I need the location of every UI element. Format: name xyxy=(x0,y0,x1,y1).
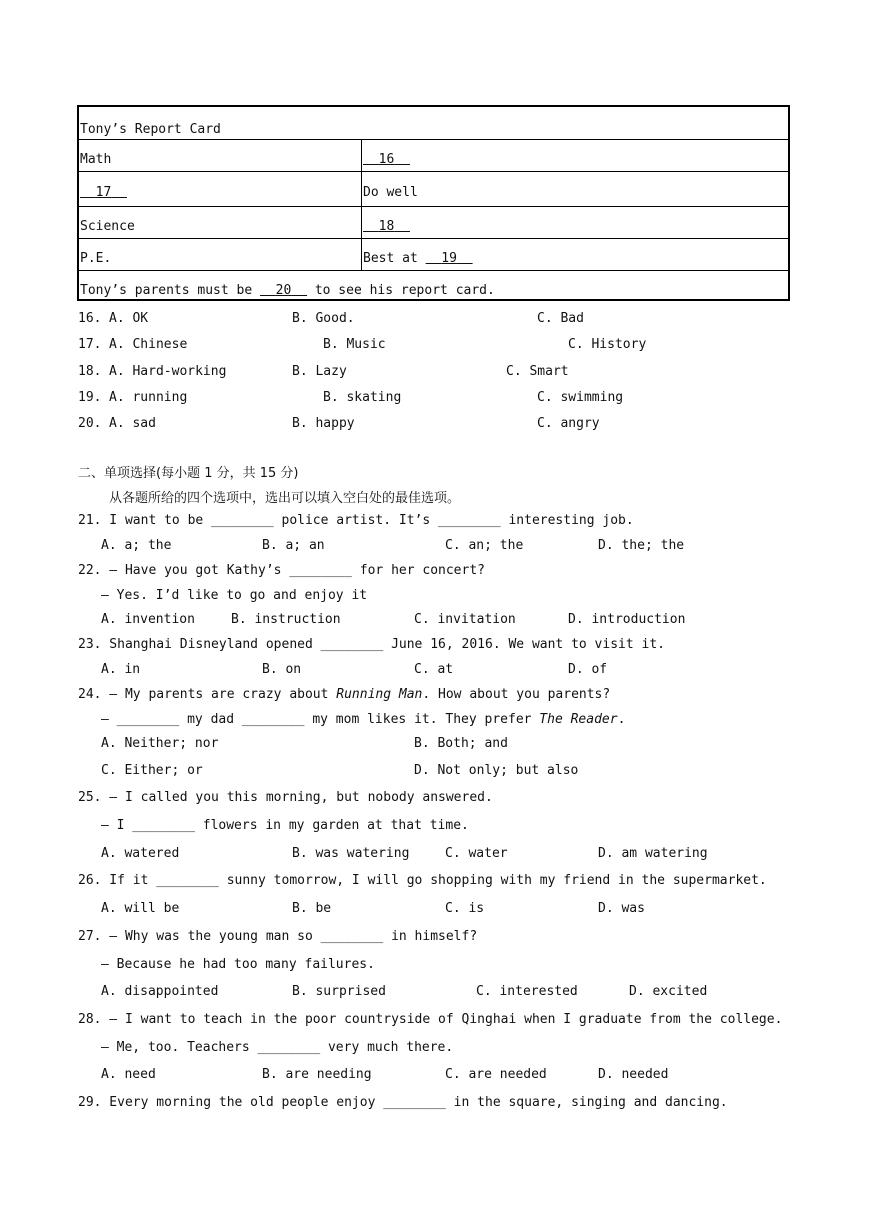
option-a: A. OK xyxy=(109,311,149,326)
report-row-math xyxy=(79,140,788,172)
question-reply: — Yes. I’d like to go and enjoy it xyxy=(101,588,368,603)
question-reply: — ________ my dad ________ my mom likes it. They prefer The Reader. xyxy=(101,712,626,727)
choice-c: C. are needed xyxy=(445,1067,547,1082)
option-num: 20. xyxy=(78,416,102,431)
question-stem: 23. Shanghai Disneyland opened ________ June 16, 2016. We want to visit it. xyxy=(78,637,665,652)
option-c: C. History xyxy=(568,337,647,352)
best-at-label: Best at xyxy=(363,251,418,266)
option-b: B. Good. xyxy=(292,311,355,326)
option-num: 17. xyxy=(78,337,102,352)
choice-d: D. am watering xyxy=(598,846,708,861)
option-b: B. happy xyxy=(292,416,355,431)
blank-20: 20 xyxy=(275,283,292,298)
choice-a: A. need xyxy=(101,1067,156,1082)
choice-d: D. introduction xyxy=(568,612,686,627)
choice-d: D. of xyxy=(568,662,608,677)
choice-c: C. water xyxy=(445,846,508,861)
option-a: A. Hard-working xyxy=(109,364,227,379)
choice-a: A. a; the xyxy=(101,538,172,553)
choice-b: B. instruction xyxy=(231,612,341,627)
report-row-science xyxy=(79,207,788,239)
choice-a: A. will be xyxy=(101,901,180,916)
choice-b: B. on xyxy=(262,662,302,677)
question-stem: 24. — My parents are crazy about Running Man. How about you parents? xyxy=(78,687,611,702)
option-a: A. sad xyxy=(109,416,156,431)
option-b: B. Music xyxy=(323,337,386,352)
choice-a: A. invention xyxy=(101,612,195,627)
report-row-pe xyxy=(79,239,788,271)
choice-a: A. Neither; nor xyxy=(101,736,219,751)
choice-a: A. in xyxy=(101,662,141,677)
choice-c: C. an; the xyxy=(445,538,524,553)
option-num: 16. xyxy=(78,311,102,326)
question-stem: 25. — I called you this morning, but nobody answered. xyxy=(78,790,493,805)
report-row-17 xyxy=(79,172,788,207)
choice-b: B. surprised xyxy=(292,984,386,999)
choice-c: C. is xyxy=(445,901,485,916)
question-stem: 21. I want to be ________ police artist. It’s ________ interesting job. xyxy=(78,513,634,528)
choice-d: D. needed xyxy=(598,1067,669,1082)
choice-b: B. be xyxy=(292,901,332,916)
question-stem: 28. — I want to teach in the poor countryside of Qinghai when I graduate from the college. xyxy=(78,1012,783,1027)
choice-b: B. was watering xyxy=(292,846,410,861)
report-card-table xyxy=(77,105,790,301)
choice-d: D. the; the xyxy=(598,538,685,553)
report-title-row xyxy=(79,107,788,140)
footer-suffix: to see his report card. xyxy=(314,283,495,298)
question-reply: — Me, too. Teachers ________ very much there. xyxy=(101,1040,454,1055)
subject-science: Science xyxy=(79,207,362,238)
show-title: The Reader xyxy=(539,712,618,727)
choice-a: A. disappointed xyxy=(101,984,219,999)
option-b: B. skating xyxy=(323,390,402,405)
section2-heading: 二、单项选择(每小题 1 分，共 15 分) xyxy=(78,466,299,481)
choice-a: A. watered xyxy=(101,846,180,861)
option-c: C. swimming xyxy=(537,390,624,405)
option-c: C. Smart xyxy=(506,364,569,379)
choice-d: D. Not only; but also xyxy=(414,763,579,778)
question-stem: 27. — Why was the young man so ________ in himself? xyxy=(78,929,478,944)
blank-18: 18 xyxy=(378,219,395,234)
comment-do-well: Do well xyxy=(363,185,418,200)
choice-b: B. are needing xyxy=(262,1067,372,1082)
choice-d: D. excited xyxy=(629,984,708,999)
footer-prefix: Tony’s parents must be xyxy=(80,283,253,298)
option-num: 19. xyxy=(78,390,102,405)
choice-c: C. Either; or xyxy=(101,763,203,778)
option-b: B. Lazy xyxy=(292,364,347,379)
question-stem: 29. Every morning the old people enjoy ________ in the square, singing and dancing. xyxy=(78,1095,728,1110)
show-title: Running Man xyxy=(336,687,423,702)
blank-19: 19 xyxy=(441,251,457,266)
question-reply: — I ________ flowers in my garden at that time. xyxy=(101,818,469,833)
blank-16: 16 xyxy=(378,152,395,167)
option-c: C. Bad xyxy=(537,311,584,326)
option-num: 18. xyxy=(78,364,102,379)
option-a: A. Chinese xyxy=(109,337,188,352)
question-stem: 22. — Have you got Kathy’s ________ for her concert? xyxy=(78,563,485,578)
report-title: Tony’s Report Card xyxy=(80,122,221,137)
report-footer-row xyxy=(79,271,788,301)
choice-c: C. at xyxy=(414,662,454,677)
choice-c: C. interested xyxy=(476,984,578,999)
choice-c: C. invitation xyxy=(414,612,516,627)
choice-d: D. was xyxy=(598,901,645,916)
section2-instruction: 从各题所给的四个选项中，选出可以填入空白处的最佳选项。 xyxy=(109,491,461,506)
subject-pe: P.E. xyxy=(79,239,362,270)
subject-math: Math xyxy=(79,140,362,171)
option-a: A. running xyxy=(109,390,188,405)
question-reply: — Because he had too many failures. xyxy=(101,957,375,972)
question-stem: 26. If it ________ sunny tomorrow, I will go shopping with my friend in the supermarket. xyxy=(78,873,767,888)
option-c: C. angry xyxy=(537,416,600,431)
choice-b: B. a; an xyxy=(262,538,325,553)
choice-b: B. Both; and xyxy=(414,736,508,751)
blank-17: 17 xyxy=(95,185,112,200)
